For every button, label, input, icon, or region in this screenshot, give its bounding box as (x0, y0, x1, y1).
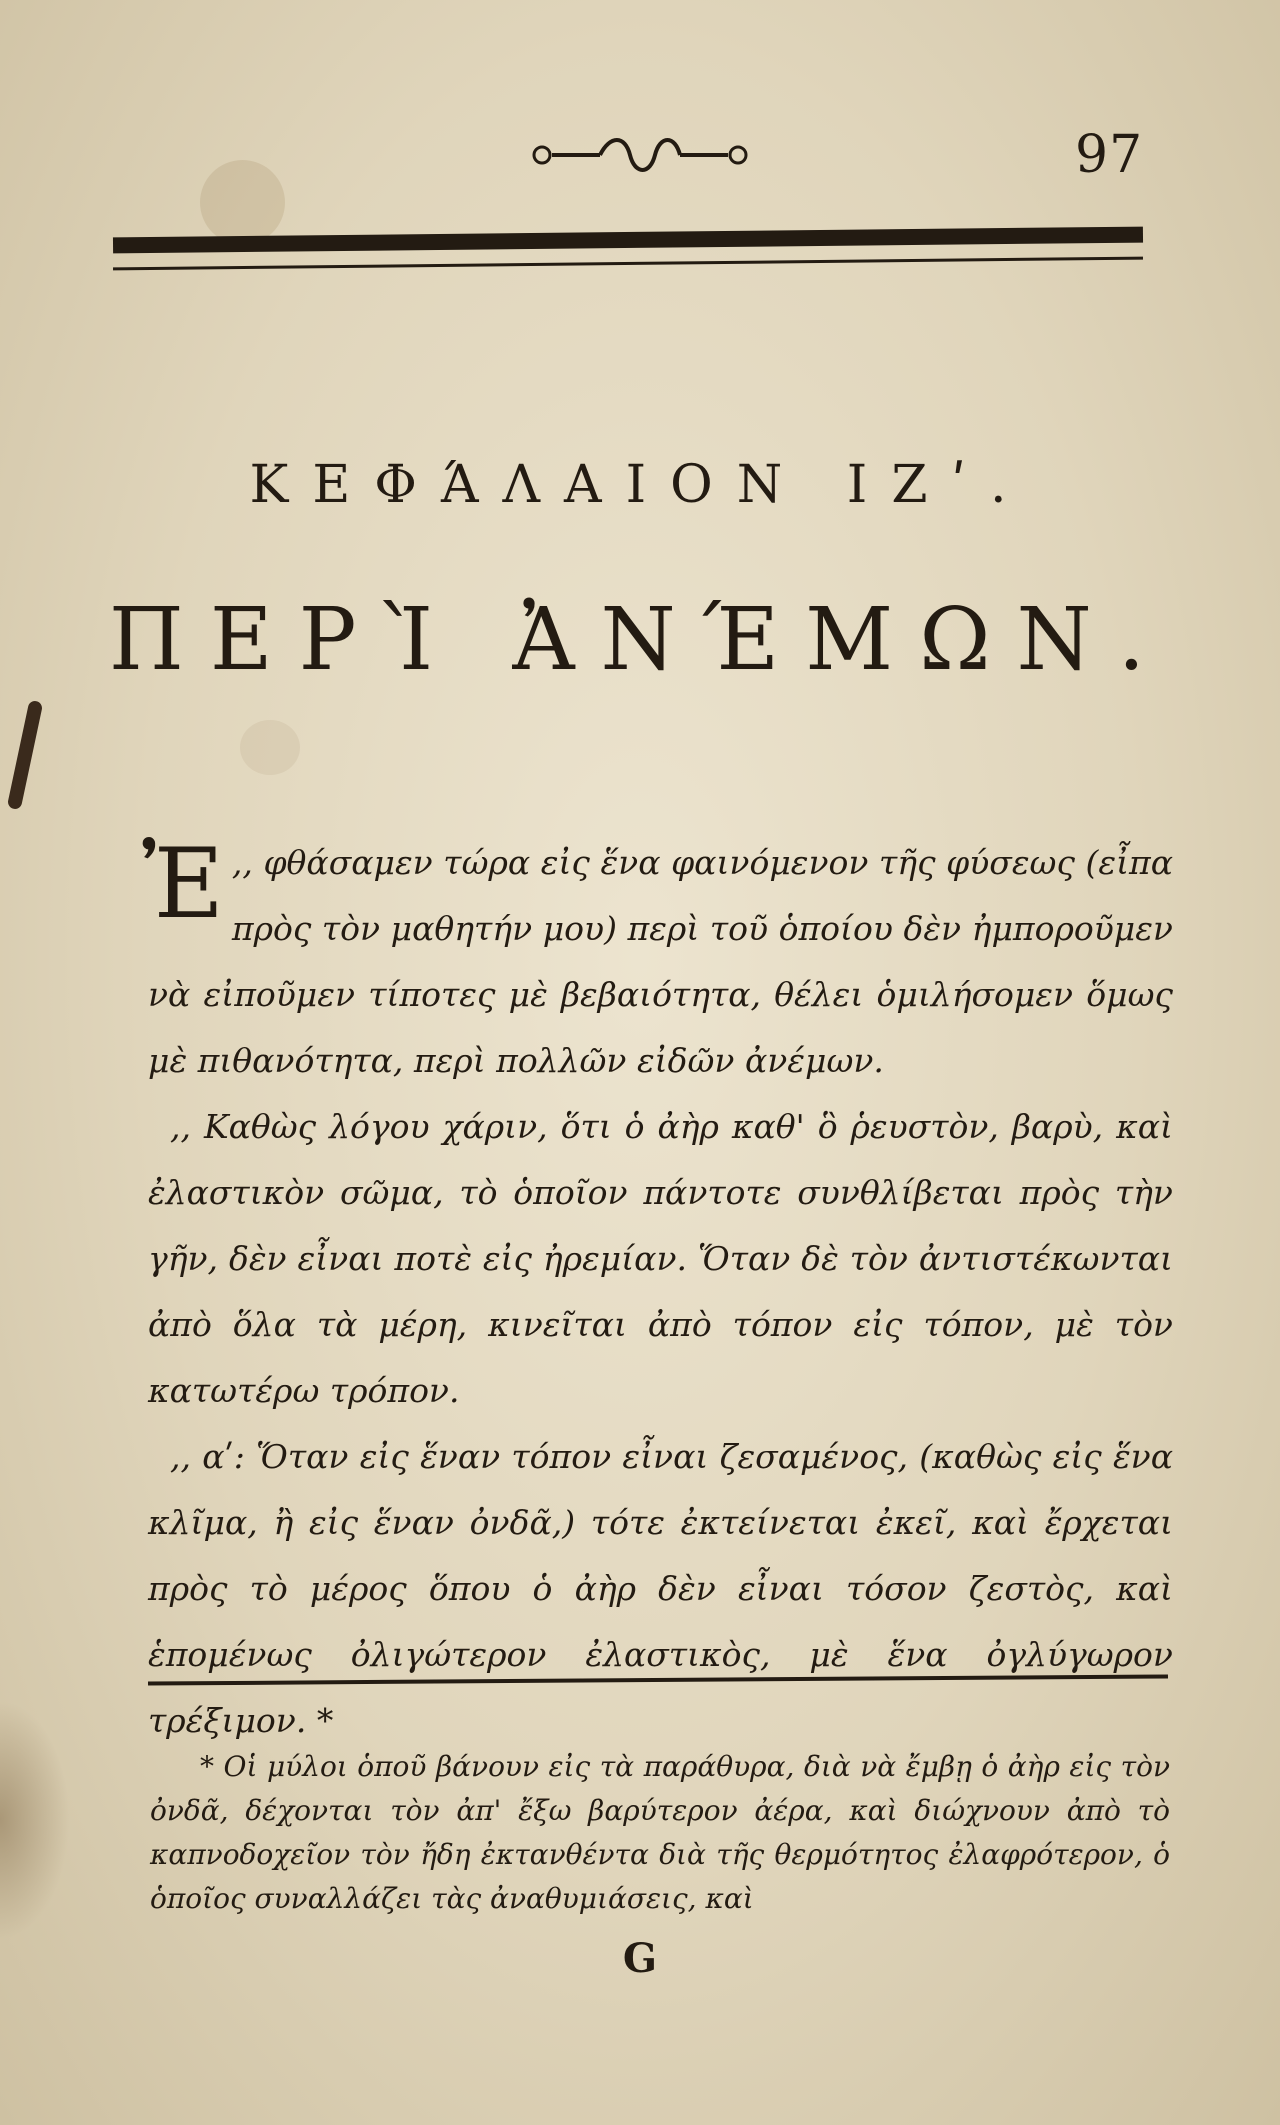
page-number: 97 (1075, 125, 1144, 185)
paragraph (142, 828, 1173, 1094)
body-text (142, 828, 1173, 1754)
paragraph-text: ,, αʹ: Ὅταν εἰς ἕναν τόπον εἶναι ζεσαμένος, (καθὼς εἰς ἕνα κλῖμα, ἢ εἰς ἕναν ὀνδᾶ,) τότε ἐκτείνεται ἐκεῖ, καὶ ἔρχεται πρὸς τὸ μέρος ὅπου ὁ ἀὴρ δὲν εἶναι τόσον ζεστὸς, καὶ ἑπομένως ὀλιγώτερον ἐλαστικὸς, μὲ ἕνα ὀγλύγωρον τρέξιμον. * (148, 1437, 1173, 1740)
footnote: * Οἱ μύλοι ὁποῦ βάνουν εἰς τὰ παράθυρα, διὰ νὰ ἔμβῃ ὁ ἀὴρ εἰς τὸν ὀνδᾶ, δέχονται τὸν ἀπ' ἔξω βαρύτερον ἀέρα, καὶ διώχνουν ἀπὸ τὸ καπνοδοχεῖον τὸν ἤδη ἐκτανθέντα διὰ τῆς θερμότητος ἐλαφρότερον, ὁ ὁποῖος συναλλάζει τὰς ἀναθυμιάσεις, καὶ (150, 1750, 1170, 1915)
foxing-stain (200, 160, 285, 245)
page-edge-damage (0, 1700, 70, 1940)
drop-cap: Ἐ (142, 828, 224, 940)
header-ornament (530, 130, 750, 180)
paragraph (148, 1094, 1173, 1424)
foxing-stain (240, 720, 300, 775)
signature-mark: G (622, 1935, 658, 1982)
paragraph-text: ,, φθάσαμεν τώρα εἰς ἕνα φαινόμενον τῆς φύσεως (εἶπα πρὸς τὸν μαθητήν μου) περὶ τοῦ ὁποίου δὲν ἠμποροῦμεν νὰ εἰποῦμεν τίποτες μὲ βεβαιότητα, θέλει ὁμιλήσομεν ὅμως μὲ πιθανότητα, περὶ πολλῶν εἰδῶν ἀνέμων. (148, 843, 1173, 1080)
paragraph-text: ,, Καθὼς λόγου χάριν, ὅτι ὁ ἀὴρ καθ' ὃ ῥευστὸν, βαρὺ, καὶ ἐλαστικὸν σῶμα, τὸ ὁποῖον πάντοτε συνθλίβεται πρὸς τὴν γῆν, δὲν εἶναι ποτὲ εἰς ἠρεμίαν. Ὅταν δὲ τὸν ἀντιστέκωνται ἀπὸ ὅλα τὰ μέρη, κινεῖται ἀπὸ τόπον εἰς τόπον, μὲ τὸν κατωτέρω τρόπον. (148, 1107, 1173, 1410)
paragraph (148, 1424, 1173, 1754)
chapter-heading: ΚΕΦΆΛΑΙΟΝ ΙΖʹ. (249, 455, 1031, 515)
chapter-title: ΠΕΡῚ ἈΝΈΜΩΝ. (108, 590, 1172, 690)
